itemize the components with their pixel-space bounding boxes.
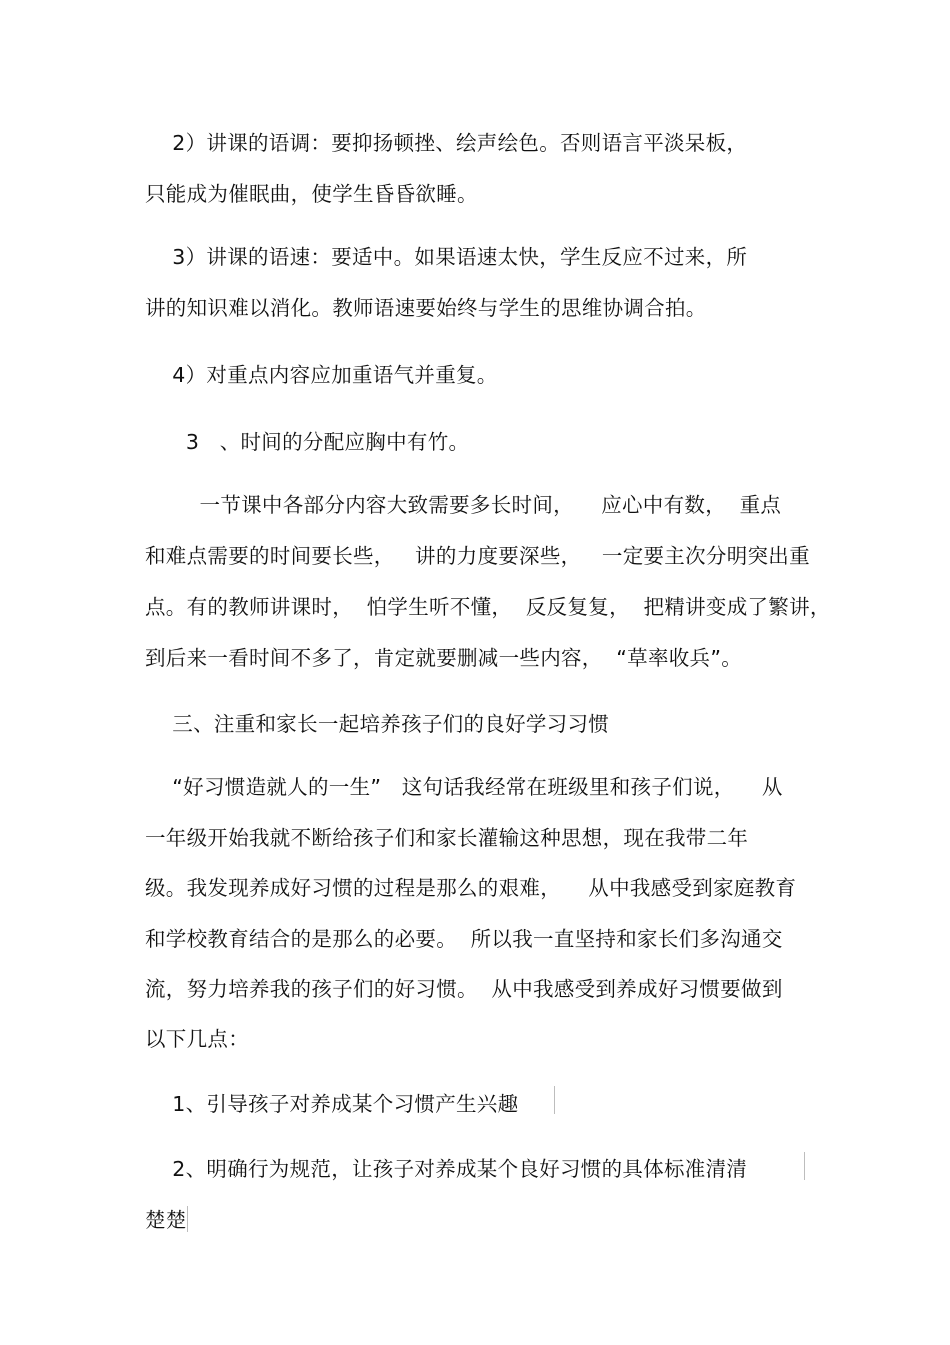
text-cursor-mark: [187, 1206, 188, 1232]
paragraph-line: 点。有的教师讲课时， 怕学生听不懂， 反反复复， 把精讲变成了繁讲，: [145, 595, 831, 619]
text-cursor-mark: [554, 1086, 555, 1114]
list-item: 2、明确行为规范，让孩子对养成某个良好习惯的具体标准清清: [145, 1157, 748, 1181]
paragraph-line: 级。我发现养成好习惯的过程是那么的艰难， 从中我感受到家庭教育: [145, 876, 797, 900]
paragraph-line: 2）讲课的语调：要抑扬顿挫、绘声绘色。否则语言平淡呆板，: [145, 131, 748, 155]
paragraph-line: 3）讲课的语速：要适中。如果语速太快，学生反应不过来，所: [145, 245, 748, 269]
paragraph-line: 到后来一看时间不多了，肯定就要删减一些内容， “草率收兵”。: [145, 646, 743, 670]
paragraph-line: 流，努力培养我的孩子们的好习惯。 从中我感受到养成好习惯要做到: [145, 977, 783, 1001]
paragraph-line: 一年级开始我就不断给孩子们和家长灌输这种思想，现在我带二年: [145, 826, 749, 850]
paragraph-line: 只能成为催眠曲，使学生昏昏欲睡。: [145, 182, 478, 206]
section-heading: 3 、时间的分配应胸中有竹。: [145, 430, 470, 454]
section-heading: 三、注重和家长一起培养孩子们的良好学习习惯: [145, 712, 610, 736]
paragraph-line: 和难点需要的时间要长些， 讲的力度要深些， 一定要主次分明突出重: [145, 544, 810, 568]
paragraph-line: “好习惯造就人的一生” 这句话我经常在班级里和孩子们说， 从: [145, 775, 783, 799]
list-item-continuation: 楚楚: [145, 1208, 187, 1232]
list-item: 1、引导孩子对养成某个习惯产生兴趣: [145, 1092, 519, 1116]
paragraph-line: 4）对重点内容应加重语气并重复。: [145, 363, 498, 387]
paragraph-line: 一节课中各部分内容大致需要多长时间， 应心中有数， 重点: [145, 493, 782, 517]
text-cursor-mark: [804, 1152, 805, 1180]
paragraph-line: 和学校教育结合的是那么的必要。 所以我一直坚持和家长们多沟通交: [145, 927, 783, 951]
paragraph-line: 以下几点：: [145, 1027, 249, 1051]
paragraph-line: 讲的知识难以消化。教师语速要始终与学生的思维协调合拍。: [145, 296, 707, 320]
